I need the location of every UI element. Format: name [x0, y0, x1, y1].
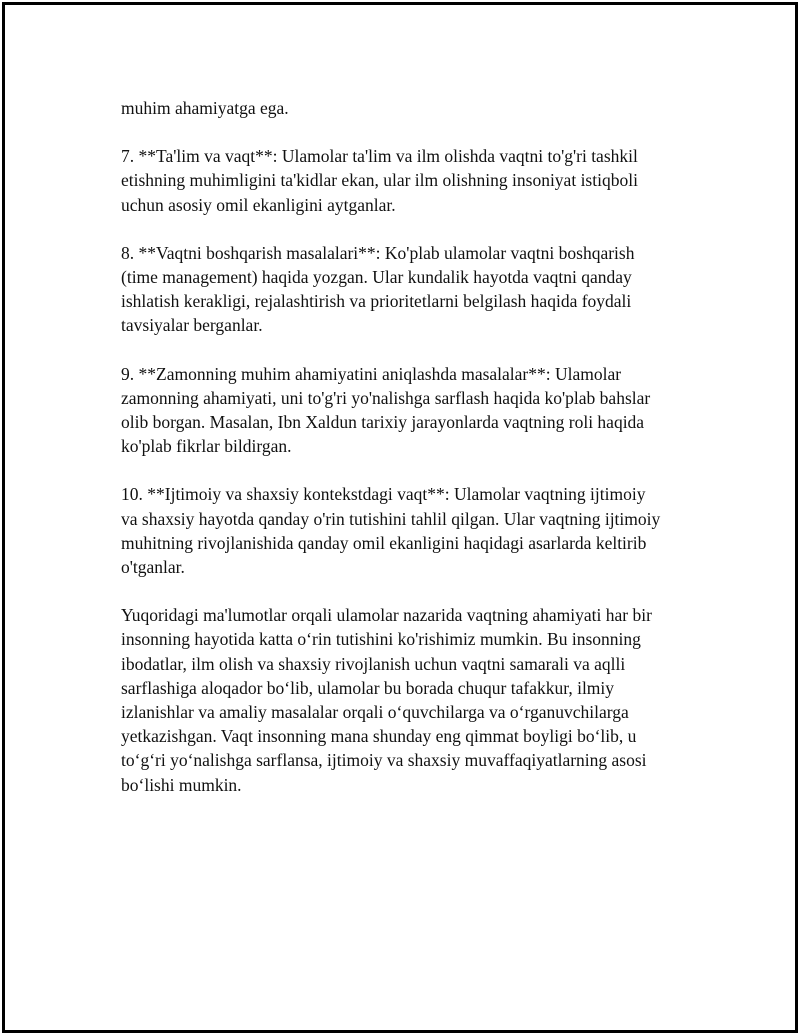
- text-line: 7. **Ta'lim va vaqt**: Ulamolar ta'lim va ilm olishda vaqtni to'g'ri tashkil: [121, 146, 638, 167]
- document-body: [121, 96, 701, 821]
- text-line: va shaxsiy hayotda qanday o'rin tutishini tahlil qilgan. Ular vaqtning ijtimoiy: [121, 508, 661, 529]
- text-line: ko'plab fikrlar bildirgan.: [121, 436, 292, 457]
- text-line: 9. **Zamonning muhim ahamiyatini aniqlashda masalalar**: Ulamolar: [121, 363, 622, 384]
- paragraph-continuation: [121, 96, 701, 120]
- text-line: yetkazishgan. Vaqt insonning mana shunday eng qimmat boyligi bo‘lib, u: [121, 726, 637, 747]
- paragraph-item-10: [121, 482, 701, 579]
- text-line: muhitning rivojlanishida qanday omil ekanligini haqidagi asarlarda keltirib: [121, 532, 647, 553]
- page-frame: [2, 2, 798, 1033]
- paragraph-conclusion: [121, 603, 701, 797]
- text-line: insonning hayotida katta o‘rin tutishini ko'rishimiz mumkin. Bu insonning: [121, 629, 641, 650]
- paragraph-item-9: [121, 362, 701, 459]
- text-line: olib borgan. Masalan, Ibn Xaldun tarixiy jarayonlarda vaqtning roli haqida: [121, 412, 645, 433]
- paragraph-item-8: [121, 241, 701, 338]
- text-line: ishlatish kerakligi, rejalashtirish va prioritetlarni belgilash haqida foydali: [121, 291, 632, 312]
- text-line: o'tganlar.: [121, 557, 185, 578]
- text-line: (time management) haqida yozgan. Ular kundalik hayotda vaqtni qanday: [121, 267, 632, 288]
- paragraph-item-7: [121, 144, 701, 217]
- text-line: 10. **Ijtimoiy va shaxsiy kontekstdagi vaqt**: Ulamolar vaqtning ijtimoiy: [121, 484, 646, 505]
- text-line: muhim ahamiyatga ega.: [121, 98, 289, 118]
- text-line: sarflashiga aloqador bo‘lib, ulamolar bu borada chuqur tafakkur, ilmiy: [121, 677, 615, 698]
- text-line: zamonning ahamiyati, uni to'g'ri yo'nalishga sarflash haqida ko'plab bahslar: [121, 387, 651, 408]
- text-line: tavsiyalar berganlar.: [121, 315, 263, 336]
- text-line: etishning muhimligini ta'kidlar ekan, ular ilm olishning insoniyat istiqboli: [121, 170, 638, 191]
- text-line: to‘g‘ri yo‘nalishga sarflansa, ijtimoiy va shaxsiy muvaffaqiyatlarning asosi: [121, 750, 647, 771]
- text-line: ibodatlar, ilm olish va shaxsiy rivojlanish uchun vaqtni samarali va aqlli: [121, 653, 626, 674]
- text-line: uchun asosiy omil ekanligini aytganlar.: [121, 194, 396, 215]
- text-line: 8. **Vaqtni boshqarish masalalari**: Ko'plab ulamolar vaqtni boshqarish: [121, 242, 635, 263]
- text-line: Yuqoridagi ma'lumotlar orqali ulamolar nazarida vaqtning ahamiyati har bir: [121, 605, 652, 626]
- text-line: izlanishlar va amaliy masalalar orqali o‘quvchilarga va o‘rganuvchilarga: [121, 702, 629, 723]
- text-line: bo‘lishi mumkin.: [121, 774, 242, 795]
